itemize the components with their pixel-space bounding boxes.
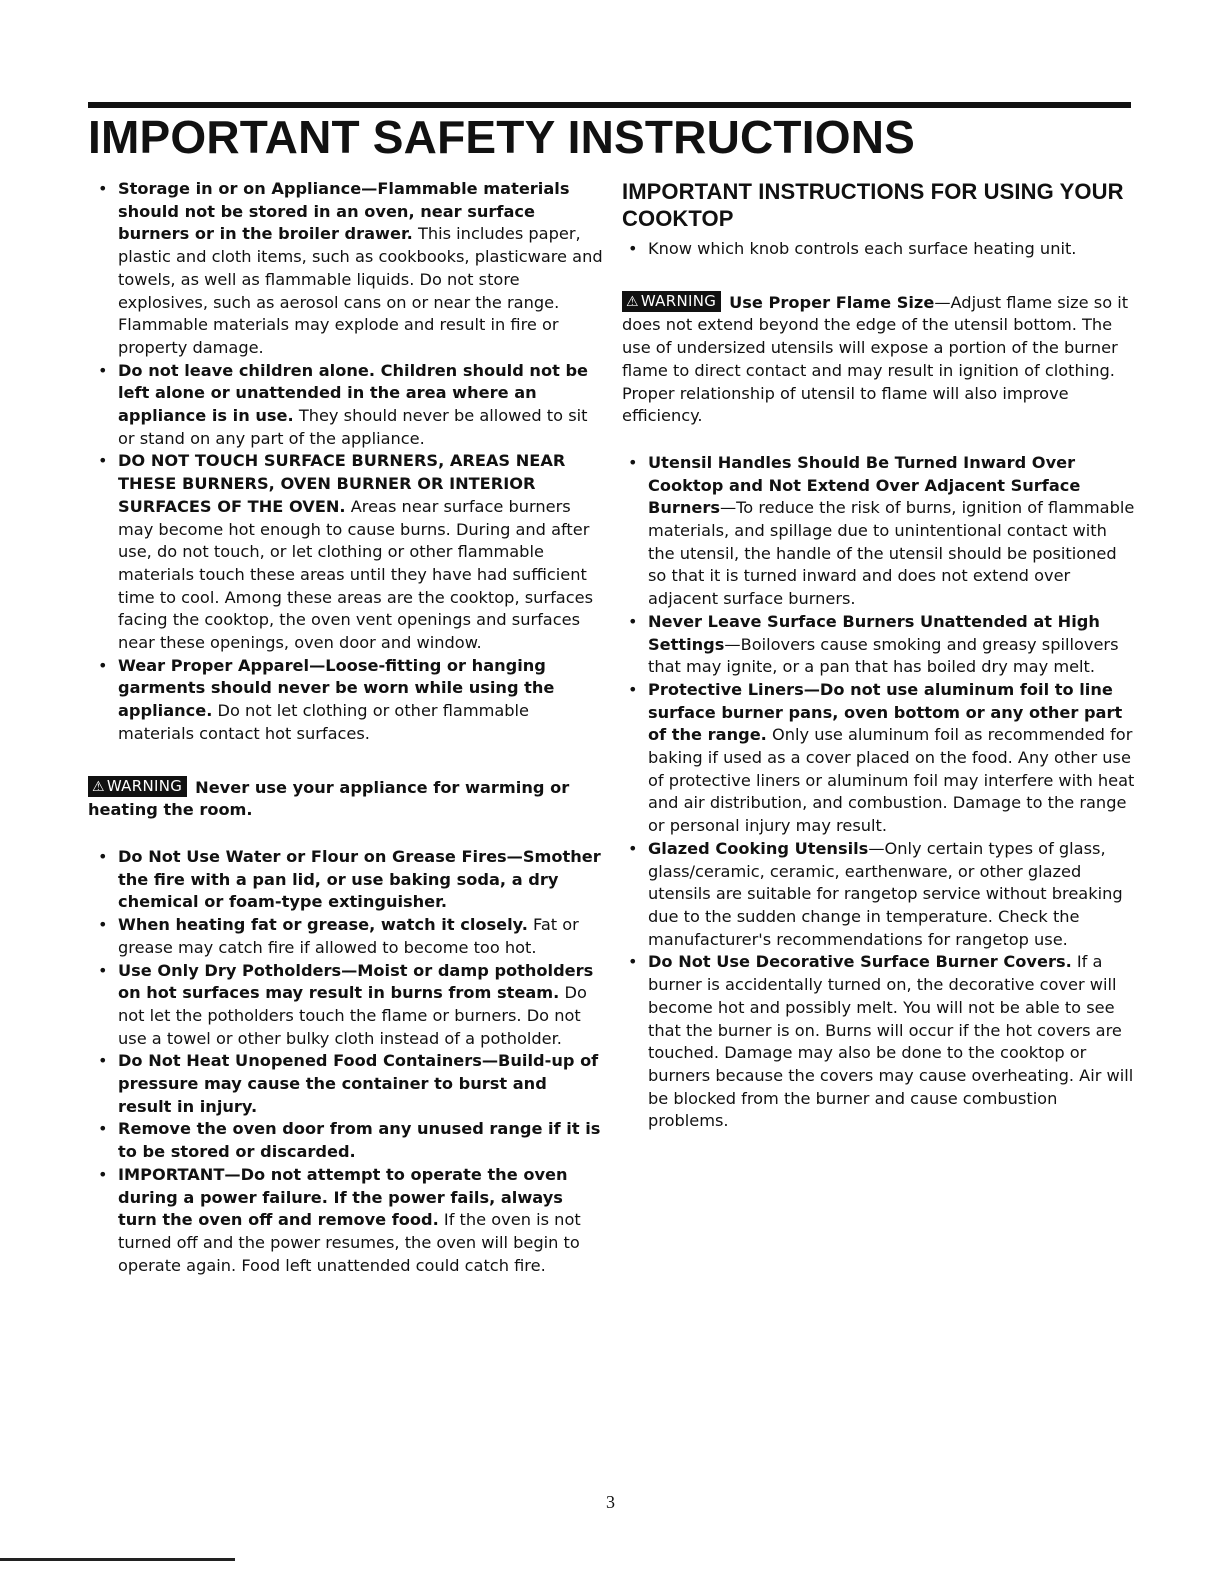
- left-bullet-list-1: [96, 178, 604, 746]
- warning-flame-size: ⚠ WARNING Use Proper Flame Size—Adjust flame size so it does not extend beyond the edge of the utensil bottom. The use of undersized utensils will expose a portion of the burner flame to direct contact and may result in ignition of clothing. Proper relationship of utensil to flame will also improve efficiency.: [622, 291, 1129, 426]
- bullet-dot-icon: •: [98, 846, 108, 866]
- bullet-dot-icon: •: [628, 679, 638, 699]
- bullet-dot-icon: •: [98, 1051, 108, 1071]
- warning-room-heating: ⚠ WARNING Never use your appliance for warming or heating the room.: [88, 776, 570, 820]
- warning-badge: ⚠ WARNING: [622, 291, 721, 312]
- list-item: • Glazed Cooking Utensils—Only certain types of glass, glass/ceramic, ceramic, earthenware, or other glazed utensils are suitable for rangetop service without breaking due to the sudden change in temperature. Check the manufacturer's recommendations for rangetop use.: [628, 838, 1123, 949]
- top-rule: [88, 102, 1131, 108]
- list-item: • Wear Proper Apparel—Loose-fitting or hanging garments should never be worn while using the appliance. Do not let clothing or other flammable materials contact hot surfaces.: [98, 655, 555, 743]
- section-heading: IMPORTANT INSTRUCTIONS FOR USING YOUR COOKTOP: [622, 179, 1124, 231]
- bullet-dot-icon: •: [98, 915, 108, 935]
- bullet-dot-icon: •: [98, 1119, 108, 1139]
- bullet-dot-icon: •: [628, 239, 638, 258]
- list-item: • Use Only Dry Potholders—Moist or damp potholders on hot surfaces may result in burns from steam. Do not let the potholders touch the flame or burners. Do not use a towel or other bulky cloth instead of a potholder.: [98, 960, 594, 1048]
- list-item: • Never Leave Surface Burners Unattended at High Settings—Boilovers cause smoking and greasy spillovers that may ignite, or a pan that has boiled dry may melt.: [628, 611, 1119, 677]
- list-item: • Utensil Handles Should Be Turned Inward Over Cooktop and Not Extend Over Adjacent Surface Burners—To reduce the risk of burns, ignition of flammable materials, and spillage due to unintentional contact with the utensil, the handle of the utensil should be positioned so that it is turned inward and does not extend over adjacent surface burners.: [628, 452, 1135, 609]
- bullet-dot-icon: •: [628, 838, 638, 858]
- bullet-dot-icon: •: [628, 952, 638, 972]
- warning-triangle-icon: ⚠: [92, 778, 105, 795]
- list-item: • Remove the oven door from any unused range if it is to be stored or discarded.: [98, 1119, 601, 1162]
- list-item: • Know which knob controls each surface heating unit.: [626, 238, 1136, 261]
- bottom-rule: [0, 1558, 235, 1561]
- list-item: • IMPORTANT—Do not attempt to operate the oven during a power failure. If the power fails, always turn the oven off and remove food. If the oven is not turned off and the power resumes, the oven will begin to operate again. Food left unattended could catch fire.: [98, 1164, 581, 1275]
- right-bullet-list-2: [626, 452, 1136, 1133]
- bullet-dot-icon: •: [628, 611, 638, 631]
- list-item: • Do Not Heat Unopened Food Containers—Build-up of pressure may cause the container to burst and result in injury.: [98, 1051, 599, 1116]
- warning-triangle-icon: ⚠: [626, 293, 639, 310]
- right-column: [622, 178, 1136, 1133]
- bullet-dot-icon: •: [98, 360, 108, 380]
- bullet-dot-icon: •: [628, 452, 638, 472]
- right-bullet-list-1: [626, 238, 1136, 261]
- left-bullet-list-2: [96, 846, 604, 1277]
- bullet-dot-icon: •: [98, 179, 108, 198]
- list-item: • Do not leave children alone. Children should not be left alone or unattended in the area where an appliance is in use. They should never be allowed to sit or stand on any part of the appliance.: [98, 360, 589, 448]
- left-column: [88, 178, 604, 1277]
- bullet-dot-icon: •: [98, 1164, 108, 1184]
- bullet-dot-icon: •: [98, 960, 108, 980]
- page-number: 3: [606, 1492, 615, 1512]
- bullet-dot-icon: •: [98, 655, 108, 675]
- list-item: • When heating fat or grease, watch it closely. Fat or grease may catch fire if allowed to become too hot.: [98, 915, 579, 957]
- page-title: IMPORTANT SAFETY INSTRUCTIONS: [88, 111, 915, 163]
- bullet-dot-icon: •: [98, 451, 108, 471]
- warning-badge: ⚠ WARNING: [88, 776, 187, 797]
- list-item: • Protective Liners—Do not use aluminum foil to line surface burner pans, oven bottom or any other part of the range. Only use aluminum foil as recommended for baking if used as a cover placed on the food. Any other use of protective liners or aluminum foil may interfere with heat and air distribution, and combustion. Damage to the range or personal injury may result.: [628, 679, 1135, 836]
- list-item: • Storage in or on Appliance—Flammable materials should not be stored in an oven, near surface burners or in the broiler drawer. This includes paper, plastic and cloth items, such as cookbooks, plasticware and towels, as well as flammable liquids. Do not store explosives, such as aerosol cans on or near the range. Flammable materials may explode and result in fire or property damage.: [98, 179, 603, 357]
- list-item: • DO NOT TOUCH SURFACE BURNERS, AREAS NEAR THESE BURNERS, OVEN BURNER OR INTERIOR SURFACES OF THE OVEN. Areas near surface burners may become hot enough to cause burns. During and after use, do not touch, or let clothing or other flammable materials touch these areas until they have had sufficient time to cool. Among these areas are the cooktop, surfaces facing the cooktop, the oven vent openings and surfaces near these openings, oven door and window.: [98, 451, 594, 653]
- list-item: • Do Not Use Water or Flour on Grease Fires—Smother the fire with a pan lid, or use baking soda, a dry chemical or foam-type extinguisher.: [98, 846, 601, 912]
- list-item: • Do Not Use Decorative Surface Burner Covers. If a burner is accidentally turned on, the decorative cover will become hot and possibly melt. You will not be able to see that the burner is on. Burns will occur if the hot covers are touched. Damage may also be done to the cooktop or burners because the covers may cause overheating. Air will be blocked from the burner and cause combustion problems.: [628, 952, 1134, 1131]
